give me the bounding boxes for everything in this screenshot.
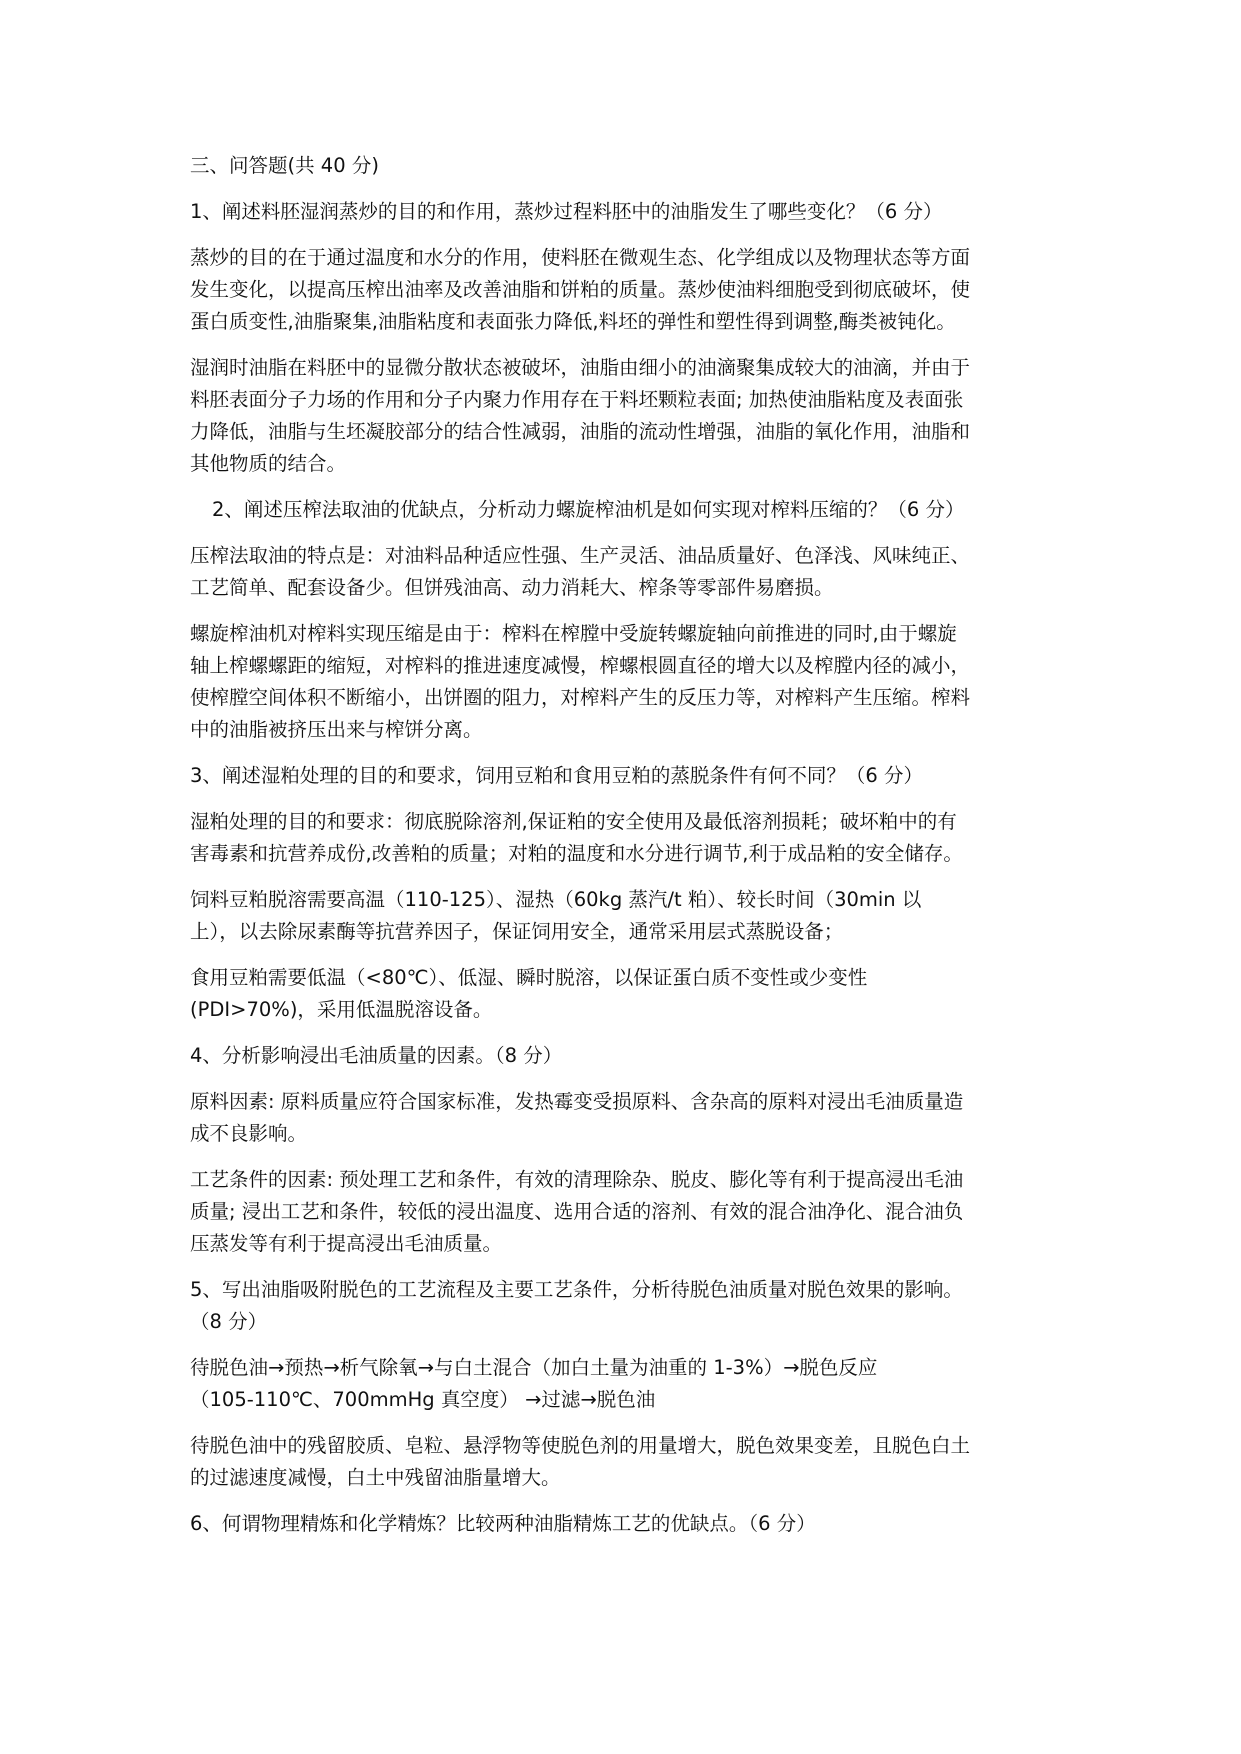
document-body [190,150,1056,1540]
answer-line: 上），以去除尿素酶等抗营养因子，保证饲用安全，通常采用层式蒸脱设备； [190,920,844,943]
answer-line: 的过滤速度减慢，白土中残留油脂量增大。 [190,1466,561,1489]
q5-answer-paragraph-1 [190,1352,1056,1416]
question-6: 6、何谓物理精炼和化学精炼？比较两种油脂精炼工艺的优缺点。（6 分） [190,1512,816,1535]
answer-line: 蛋白质变性,油脂聚集,油脂粘度和表面张力降低,料坯的弹性和塑性得到调整,酶类被钝化。 [190,310,956,333]
answer-line: 力降低，油脂与生坯凝胶部分的结合性减弱，油脂的流动性增强，油脂的氧化作用，油脂和 [190,420,971,443]
question-3: 3、阐述湿粕处理的目的和要求，饲用豆粕和食用豆粕的蒸脱条件有何不同？（6 分） [190,764,924,787]
q2-answer-paragraph-1 [190,540,1056,604]
q3-answer-paragraph-1 [190,806,1056,870]
section-title: 三、问答题(共 40 分) [190,154,379,177]
answer-line: 使榨膛空间体积不断缩小，出饼圈的阻力，对榨料产生的反压力等，对榨料产生压缩。榨料 [190,686,971,709]
answer-line: 成不良影响。 [190,1122,308,1145]
question-line: 5、写出油脂吸附脱色的工艺流程及主要工艺条件，分析待脱色油质量对脱色效果的影响。 [190,1278,963,1301]
q4-answer-paragraph-2 [190,1164,1056,1260]
answer-line: 中的油脂被挤压出来与榨饼分离。 [190,718,483,741]
question-2: 2、阐述压榨法取油的优缺点，分析动力螺旋榨油机是如何实现对榨料压缩的？（6 分） [212,498,965,521]
answer-line: 其他物质的结合。 [190,452,347,475]
answer-line: 害毒素和抗营养成份,改善粕的质量；对粕的温度和水分进行调节,利于成品粕的安全储存。 [190,842,963,865]
q4-answer-paragraph-1 [190,1086,1056,1150]
answer-line: 湿润时油脂在料胚中的显微分散状态被破坏，油脂由细小的油滴聚集成较大的油滴，并由于 [190,356,971,379]
q1-answer-paragraph-2 [190,352,1056,480]
answer-line: 螺旋榨油机对榨料实现压缩是由于：榨料在榨膛中受旋转螺旋轴向前推进的同时,由于螺旋 [190,622,957,645]
question-line: （8 分） [190,1310,268,1333]
answer-line: 湿粕处理的目的和要求：彻底脱除溶剂,保证粕的安全使用及最低溶剂损耗；破坏粕中的有 [190,810,957,833]
answer-line: 工艺条件的因素: 预处理工艺和条件，有效的清理除杂、脱皮、膨化等有利于提高浸出毛油 [190,1168,964,1191]
answer-line: 压蒸发等有利于提高浸出毛油质量。 [190,1232,503,1255]
answer-line: (PDI>70%)，采用低温脱溶设备。 [190,998,493,1021]
answer-line: 料胚表面分子力场的作用和分子内聚力作用存在于料坯颗粒表面; 加热使油脂粘度及表面张 [190,388,964,411]
answer-line: （105-110℃、700mmHg 真空度） →过滤→脱色油 [190,1388,656,1411]
answer-line: 压榨法取油的特点是：对油料品种适应性强、生产灵活、油品质量好、色泽浅、风味纯正、 [190,544,971,567]
answer-line: 食用豆粕需要低温（<80℃）、低湿、瞬时脱溶，以保证蛋白质不变性或少变性 [190,966,868,989]
q1-answer-paragraph-1 [190,242,1056,338]
q3-answer-paragraph-2 [190,884,1056,948]
answer-line: 待脱色油中的残留胶质、皂粒、悬浮物等使脱色剂的用量增大，脱色效果变差，且脱色白土 [190,1434,971,1457]
q3-answer-paragraph-3 [190,962,1056,1026]
answer-line: 工艺简单、配套设备少。但饼残油高、动力消耗大、榨条等零部件易磨损。 [190,576,834,599]
question-1: 1、阐述料胚湿润蒸炒的目的和作用，蒸炒过程料胚中的油脂发生了哪些变化？（6 分） [190,200,943,223]
q5-answer-paragraph-2 [190,1430,1056,1494]
answer-line: 饲料豆粕脱溶需要高温（110-125）、湿热（60kg 蒸汽/t 粕）、较长时间（30min 以 [190,888,922,911]
answer-line: 轴上榨螺螺距的缩短，对榨料的推进速度减慢，榨螺根圆直径的增大以及榨膛内径的减小， [190,654,971,677]
question-4: 4、分析影响浸出毛油质量的因素。（8 分） [190,1044,563,1067]
answer-line: 待脱色油→预热→析气除氧→与白土混合（加白土量为油重的 1-3%）→脱色反应 [190,1356,878,1379]
q2-answer-paragraph-2 [190,618,1056,746]
answer-line: 原料因素: 原料质量应符合国家标准，发热霉变受损原料、含杂高的原料对浸出毛油质量造 [190,1090,964,1113]
answer-line: 质量; 浸出工艺和条件，较低的浸出温度、选用合适的溶剂、有效的混合油净化、混合油负 [190,1200,964,1223]
answer-line: 蒸炒的目的在于通过温度和水分的作用，使料胚在微观生态、化学组成以及物理状态等方面 [190,246,971,269]
question-5 [190,1274,1056,1338]
answer-line: 发生变化，以提高压榨出油率及改善油脂和饼粕的质量。蒸炒使油料细胞受到彻底破坏，使 [190,278,971,301]
